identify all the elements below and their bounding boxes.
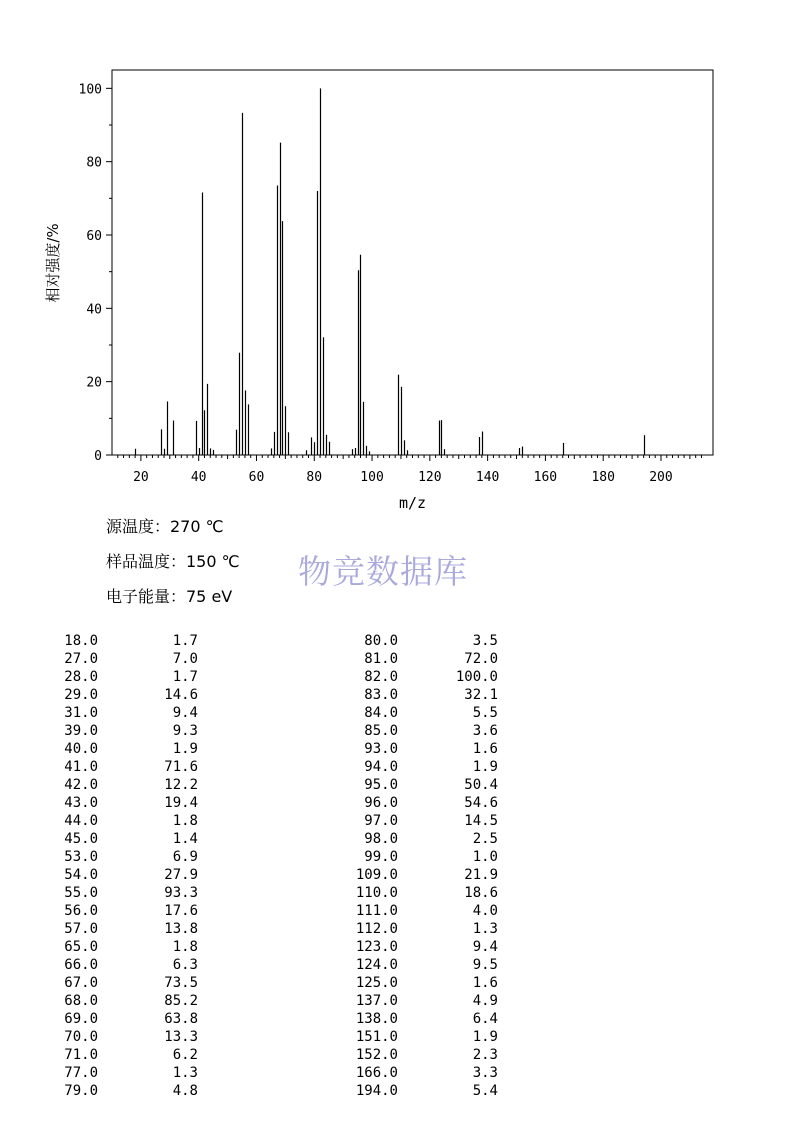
peak-row — [338, 1064, 498, 1082]
peak-mz: 42.0 — [64, 777, 98, 793]
peak-row — [338, 866, 498, 884]
y-tick-label: 20 — [86, 375, 102, 391]
peak-mz: 80.0 — [364, 633, 398, 649]
x-tick-label: 160 — [533, 470, 558, 485]
peak-intensity: 9.3 — [172, 723, 198, 739]
peak-mz: 95.0 — [364, 777, 398, 793]
x-tick-label: 80 — [306, 470, 323, 485]
peak-row — [38, 902, 198, 920]
sample-temperature: 样品温度：150 ℃ — [106, 552, 240, 571]
peak-row — [338, 794, 498, 812]
peak-row — [38, 794, 198, 812]
electron-energy: 电子能量：75 eV — [106, 587, 233, 606]
peak-row — [338, 686, 498, 704]
peak-mz: 69.0 — [64, 1011, 98, 1027]
peak-mz: 41.0 — [64, 759, 98, 775]
peak-mz: 68.0 — [64, 993, 98, 1009]
peak-intensity: 3.3 — [472, 1065, 498, 1081]
x-tick-label: 20 — [133, 470, 149, 485]
peak-row — [338, 668, 498, 686]
peak-mz: 123.0 — [355, 939, 398, 955]
peak-table-right — [338, 632, 498, 1100]
peak-mz: 124.0 — [355, 957, 398, 973]
peak-mz: 166.0 — [355, 1065, 398, 1081]
peak-intensity: 4.0 — [472, 903, 498, 919]
peak-intensity: 1.7 — [172, 633, 198, 649]
peak-mz: 67.0 — [64, 975, 98, 991]
peak-row — [38, 632, 198, 650]
peak-mz: 40.0 — [64, 741, 98, 757]
peak-row — [38, 1010, 198, 1028]
peak-mz: 27.0 — [64, 651, 98, 667]
peak-mz: 31.0 — [64, 705, 98, 721]
peak-row — [338, 1046, 498, 1064]
peak-intensity: 1.6 — [472, 975, 498, 991]
peak-row — [38, 650, 198, 668]
peak-row — [338, 848, 498, 866]
peak-mz: 96.0 — [364, 795, 398, 811]
peak-mz: 151.0 — [355, 1029, 398, 1045]
peak-intensity: 1.9 — [472, 759, 498, 775]
peak-row — [338, 758, 498, 776]
peak-row — [338, 956, 498, 974]
peak-intensity: 1.9 — [172, 741, 198, 757]
peak-intensity: 100.0 — [455, 669, 498, 685]
peak-row — [38, 740, 198, 758]
peak-row — [338, 974, 498, 992]
peak-mz: 57.0 — [64, 921, 98, 937]
peak-row — [338, 650, 498, 668]
peak-mz: 109.0 — [355, 867, 398, 883]
peak-intensity: 1.6 — [472, 741, 498, 757]
peak-intensity: 2.3 — [472, 1047, 498, 1063]
x-tick-label: 140 — [475, 470, 500, 485]
peak-intensity: 6.9 — [172, 849, 198, 865]
peak-row — [338, 704, 498, 722]
x-axis-label: m/z — [398, 494, 427, 512]
peak-mz: 45.0 — [64, 831, 98, 847]
peak-row — [38, 686, 198, 704]
peak-mz: 56.0 — [64, 903, 98, 919]
peak-intensity: 85.2 — [164, 993, 198, 1009]
peak-intensity: 3.5 — [472, 633, 498, 649]
peak-mz: 93.0 — [364, 741, 398, 757]
peak-row — [338, 938, 498, 956]
x-tick-label: 120 — [418, 470, 442, 485]
peak-intensity: 19.4 — [164, 795, 198, 811]
y-tick-label: 60 — [86, 229, 102, 244]
peak-row — [338, 632, 498, 650]
peak-mz: 194.0 — [355, 1083, 398, 1099]
peak-row — [338, 812, 498, 830]
peak-row — [38, 704, 198, 722]
y-axis-label: 相对强度/% — [44, 223, 62, 303]
peak-mz: 79.0 — [64, 1083, 98, 1099]
peak-row — [38, 776, 198, 794]
peak-mz: 152.0 — [355, 1047, 398, 1063]
peak-intensity: 6.3 — [172, 957, 198, 973]
peak-row — [38, 848, 198, 866]
peak-row — [338, 902, 498, 920]
mass-spectrum-chart — [0, 0, 794, 520]
peak-intensity: 12.2 — [164, 777, 198, 793]
peak-intensity: 2.5 — [472, 831, 498, 847]
peak-intensity: 7.0 — [172, 651, 198, 667]
peak-row — [38, 812, 198, 830]
peak-row — [338, 722, 498, 740]
peak-row — [338, 776, 498, 794]
x-tick-label: 200 — [649, 470, 673, 485]
peak-row — [38, 866, 198, 884]
peak-row — [38, 668, 198, 686]
peak-mz: 53.0 — [64, 849, 98, 865]
peak-mz: 111.0 — [355, 903, 398, 919]
peak-mz: 82.0 — [364, 669, 398, 685]
peak-row — [38, 884, 198, 902]
peak-intensity: 5.5 — [472, 705, 498, 721]
peak-mz: 98.0 — [364, 831, 398, 847]
peak-intensity: 5.4 — [472, 1083, 498, 1099]
peak-row — [38, 938, 198, 956]
peak-mz: 43.0 — [64, 795, 98, 811]
peak-mz: 137.0 — [355, 993, 398, 1009]
peak-intensity: 1.3 — [472, 921, 498, 937]
peak-row — [38, 722, 198, 740]
peak-mz: 77.0 — [64, 1065, 98, 1081]
peak-mz: 85.0 — [364, 723, 398, 739]
peak-mz: 138.0 — [355, 1011, 398, 1027]
peak-intensity: 9.5 — [472, 957, 498, 973]
x-tick-label: 100 — [360, 470, 384, 485]
peak-intensity: 14.5 — [464, 813, 498, 829]
peak-row — [338, 992, 498, 1010]
peak-row — [38, 992, 198, 1010]
peak-row — [338, 1028, 498, 1046]
peak-intensity: 4.9 — [472, 993, 498, 1009]
peak-intensity: 27.9 — [164, 867, 198, 883]
peak-mz: 110.0 — [355, 885, 398, 901]
peak-intensity: 6.4 — [472, 1011, 498, 1027]
peak-mz: 94.0 — [364, 759, 398, 775]
peak-mz: 81.0 — [364, 651, 398, 667]
y-tick-label: 0 — [94, 449, 102, 464]
peak-row — [38, 1064, 198, 1082]
peak-mz: 44.0 — [64, 813, 98, 829]
y-tick-label: 40 — [86, 302, 102, 318]
peak-intensity: 54.6 — [464, 795, 498, 811]
peak-mz: 55.0 — [64, 885, 98, 901]
peak-intensity: 13.8 — [164, 921, 198, 937]
peak-intensity: 18.6 — [464, 885, 498, 901]
peak-row — [338, 920, 498, 938]
y-tick-label: 100 — [78, 82, 102, 98]
peak-row — [338, 830, 498, 848]
peak-mz: 125.0 — [355, 975, 398, 991]
peak-row — [338, 1082, 498, 1100]
peak-row — [38, 758, 198, 776]
peak-mz: 70.0 — [64, 1029, 98, 1045]
peak-row — [38, 920, 198, 938]
peak-row — [38, 830, 198, 848]
source-temperature: 源温度：270 ℃ — [106, 517, 224, 536]
peak-intensity: 93.3 — [164, 885, 198, 901]
peak-intensity: 71.6 — [164, 759, 198, 775]
peak-row — [38, 1082, 198, 1100]
peak-intensity: 50.4 — [464, 777, 498, 793]
peak-row — [338, 1010, 498, 1028]
x-tick-label: 60 — [248, 470, 265, 485]
peak-table-left — [38, 632, 198, 1100]
peak-intensity: 13.3 — [164, 1029, 198, 1045]
x-tick-label: 180 — [591, 470, 615, 485]
peak-mz: 66.0 — [64, 957, 98, 973]
peak-intensity: 32.1 — [464, 687, 498, 703]
watermark: 物竞数据库 — [298, 552, 468, 591]
peak-mz: 18.0 — [64, 633, 98, 649]
peak-row — [38, 1028, 198, 1046]
peak-intensity: 73.5 — [164, 975, 198, 991]
peak-intensity: 1.8 — [172, 813, 198, 829]
peak-mz: 99.0 — [364, 849, 398, 865]
peak-row — [38, 974, 198, 992]
peak-row — [338, 884, 498, 902]
peak-mz: 65.0 — [64, 939, 98, 955]
peak-mz: 29.0 — [64, 687, 98, 703]
peak-intensity: 1.8 — [172, 939, 198, 955]
peak-mz: 84.0 — [364, 705, 398, 721]
peak-intensity: 1.4 — [172, 831, 198, 847]
peak-mz: 83.0 — [364, 687, 398, 703]
peak-intensity: 3.6 — [472, 723, 498, 739]
peak-intensity: 6.2 — [172, 1047, 198, 1063]
peak-intensity: 1.0 — [472, 849, 498, 865]
peak-intensity: 14.6 — [164, 687, 198, 703]
peak-intensity: 1.9 — [472, 1029, 498, 1045]
peak-row — [38, 956, 198, 974]
peak-intensity: 17.6 — [164, 903, 198, 919]
peak-mz: 71.0 — [64, 1047, 98, 1063]
peak-mz: 28.0 — [64, 669, 98, 685]
y-tick-label: 80 — [86, 155, 102, 171]
peak-mz: 54.0 — [64, 867, 98, 883]
peak-intensity: 72.0 — [464, 651, 498, 667]
peak-intensity: 21.9 — [464, 867, 498, 883]
peak-intensity: 1.3 — [172, 1065, 198, 1081]
peak-intensity: 9.4 — [172, 705, 198, 721]
peak-intensity: 9.4 — [472, 939, 498, 955]
peak-row — [38, 1046, 198, 1064]
peak-row — [338, 740, 498, 758]
peak-mz: 97.0 — [364, 813, 398, 829]
peak-intensity: 4.8 — [172, 1083, 198, 1099]
peak-mz: 112.0 — [355, 921, 398, 937]
x-tick-label: 40 — [190, 470, 207, 485]
peak-mz: 39.0 — [64, 723, 98, 739]
peak-intensity: 63.8 — [164, 1011, 198, 1027]
peak-intensity: 1.7 — [172, 669, 198, 685]
